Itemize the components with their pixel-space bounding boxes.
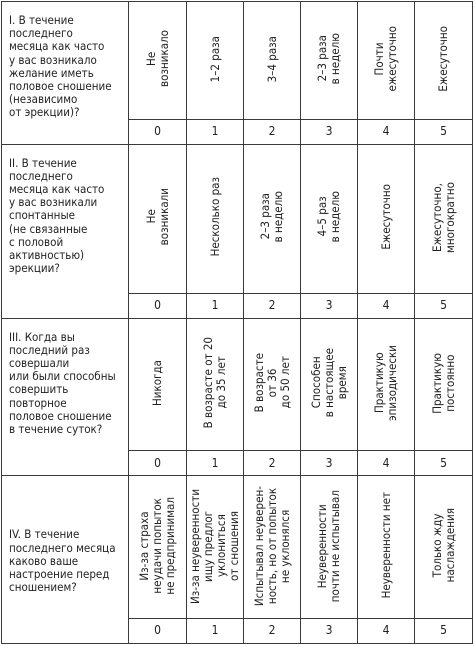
answer-label: Способен в настоящее время [308,348,349,418]
score-cell: 1 [187,618,244,643]
answer-cell [129,318,187,451]
answer-cell [358,144,415,293]
score-cell: 4 [358,119,415,144]
question-row-2 [2,144,473,293]
answer-label: Ежесуточно [436,25,450,92]
score-cell: 3 [301,119,358,144]
score-cell: 1 [187,293,244,318]
answer-label: Испытывал неуверен- ность, но от попыток не уклонялся [251,485,292,606]
question-text: III. Когда вы последний раз совершали или были способны совершить повторное половое сношение в течение суток? [2,318,129,476]
score-cell: 1 [187,119,244,144]
score-cell: 4 [358,618,415,643]
score-cell: 2 [244,618,301,643]
answer-label: 3–4 раза [264,35,279,82]
answer-label: Практикую эпизодически [372,344,399,421]
answer-label: 1–2 раза [207,35,222,82]
questionnaire-table [1,1,473,644]
answer-cell [301,318,358,451]
answer-cell [187,318,244,451]
score-cell: 3 [301,293,358,318]
score-cell: 1 [187,451,244,476]
answer-cell [415,318,473,451]
score-cell: 5 [415,293,473,318]
answer-label: Из-за неуверенности ищу предлог уклониться от сношения [188,488,241,604]
score-cell: 4 [358,451,415,476]
answer-cell [129,2,187,120]
answer-cell [301,476,358,619]
score-cell: 0 [129,451,187,476]
question-text: I. В течение последнего месяца как часто у вас возникало желание иметь половое сношение (независимо от эрекции)? [2,2,129,145]
answer-cell [301,144,358,293]
answer-cell [358,2,415,120]
question-text: IV. В течение последнего месяца каково ваше настроение перед сношением? [2,476,129,644]
answer-label: В возрасте от 20 до 35 лет [201,337,228,429]
question-row-4 [2,476,473,619]
score-cell: 0 [129,618,187,643]
answer-label: Из-за страха неудачи попыток не предпринимал [137,496,177,595]
answer-label: Практикую постоянно [429,352,457,414]
answer-cell [187,2,244,120]
answer-cell [244,144,301,293]
answer-label: Ежесуточно, многократно [429,181,457,253]
question-row-1 [2,2,473,120]
answer-label: Ежесуточно [378,184,393,250]
answer-cell [129,144,187,293]
score-cell: 2 [244,293,301,318]
answer-cell [415,2,473,120]
answer-cell [415,476,473,619]
score-cell: 0 [129,119,187,144]
answer-label: Неуверенности нет [378,492,393,599]
answer-cell [187,476,244,619]
answer-label: 2–3 раза в неделю [315,33,342,85]
score-cell: 0 [129,293,187,318]
answer-label: 4–5 раз в неделю [315,191,342,243]
answer-label: Никогда [150,359,164,406]
score-cell: 2 [244,451,301,476]
score-cell: 5 [415,119,473,144]
score-cell: 4 [358,293,415,318]
answer-cell [244,476,301,619]
answer-label: Не возникало [143,30,171,88]
answer-label: Не возникали [143,188,171,246]
score-cell: 3 [301,451,358,476]
score-cell: 5 [415,618,473,643]
answer-label: 2–3 раза в неделю [258,191,285,243]
answer-label: Только жду наслаждения [429,508,457,583]
answer-cell [358,318,415,451]
question-text: II. В течение последнего месяца как часто у вас возникали спонтанные (не связанные с половой активностью) эрекции? [2,144,129,318]
answer-label: Неуверенности почти не испытывал [315,489,342,602]
answer-cell [415,144,473,293]
score-cell: 3 [301,618,358,643]
answer-label: В возрасте от 36 до 50 лет [251,353,292,413]
answer-cell [358,476,415,619]
answer-cell [301,2,358,120]
answer-label: Несколько раз [207,177,222,257]
answer-cell [187,144,244,293]
score-cell: 5 [415,451,473,476]
answer-cell [244,2,301,120]
score-cell: 2 [244,119,301,144]
answer-cell [129,476,187,619]
answer-label: Почти ежесуточно [372,26,399,92]
question-row-3 [2,318,473,451]
answer-cell [244,318,301,451]
